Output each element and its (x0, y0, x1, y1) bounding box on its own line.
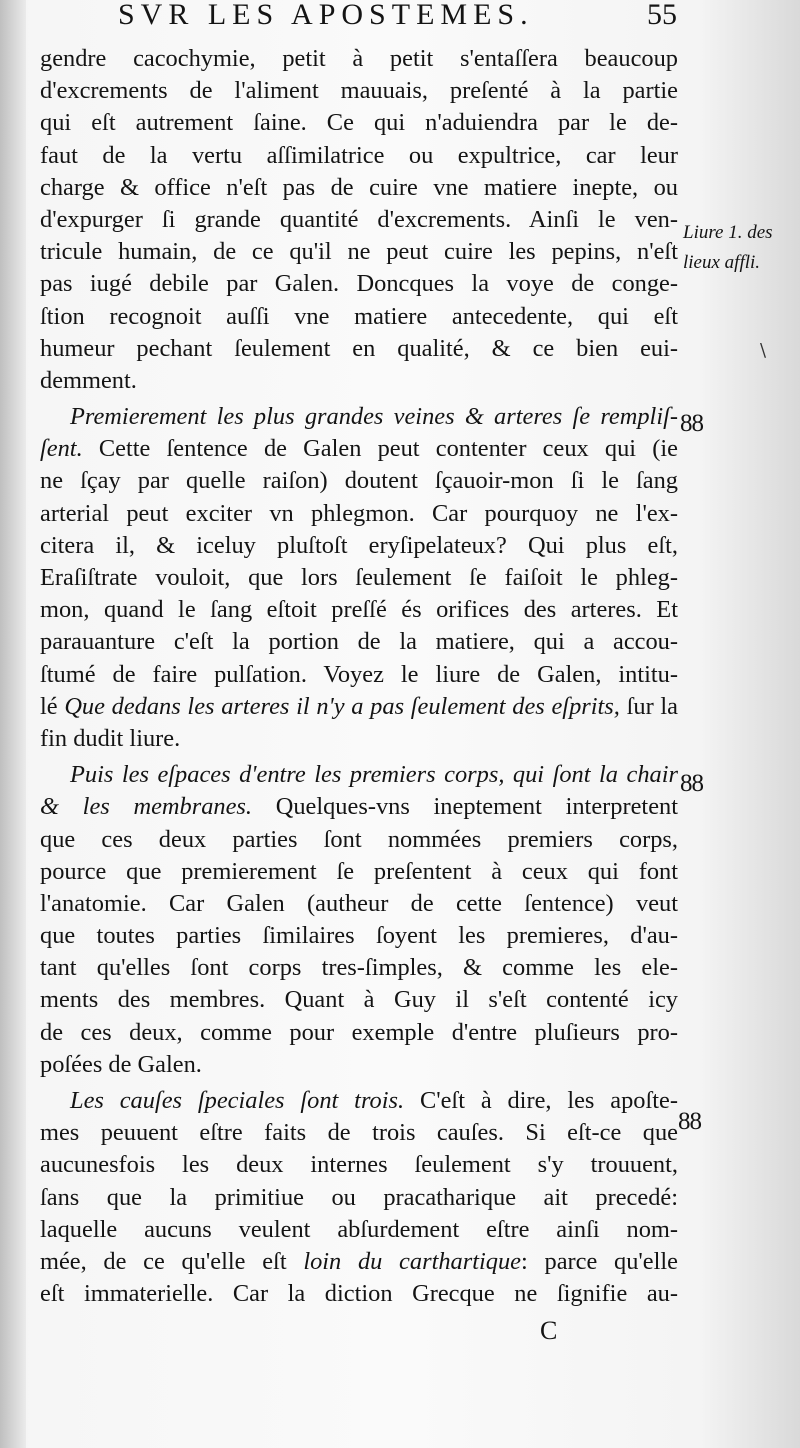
text-segment: ſur la (626, 692, 678, 720)
text-line: aucunesfois les deux internes ſeulement s'y trouuent, (40, 1151, 678, 1179)
text-line: demment. (40, 366, 137, 394)
text-line: mon, quand le ſang eſtoit preſſé és orifices des arteres. Et (40, 596, 678, 624)
quoted-lemma: Premierement les plus grandes veines & arteres ſe rempliſ- (70, 403, 678, 431)
quoted-term: loin du carthartique (303, 1247, 522, 1275)
text-line: humeur pechant ſeulement en qualité, & ce bien eui- (40, 334, 678, 362)
paragraph-3 (40, 759, 678, 1081)
text-line: tant qu'elles ſont corps tres-ſimples, & comme les ele- (40, 954, 678, 982)
text-line: mes peuuent eſtre faits de trois cauſes. Si eſt-ce que (40, 1119, 678, 1147)
text-line (40, 1085, 678, 1117)
running-title: SVR LES APOSTEMES. (118, 0, 534, 31)
text-line: ſans que la primitiue ou pracatharique ait precedé: (40, 1183, 678, 1211)
text-line: tricule humain, de ce qu'il ne peut cuire les pepins, n'eſt (40, 238, 678, 266)
text-line: charge & office n'eſt pas de cuire vne matiere inepte, ou (40, 173, 678, 201)
text-line: eſt immaterielle. Car la diction Grecque ne ſignifie au- (40, 1280, 678, 1308)
text-line: d'expurger ſi grande quantité d'excrements. Ainſi le ven- (40, 205, 678, 233)
text-line: ſtumé de faire pulſation. Voyez le liure de Galen, intitu- (40, 660, 678, 688)
text-line: ſtion recognoit auſſi vne matiere antecedente, qui eſt (40, 302, 678, 330)
text-segment: lé (40, 692, 58, 720)
text-line: Eraſiſtrate vouloit, que lors ſeulement ſe faiſoit le phleg- (40, 564, 678, 591)
text-line: que toutes parties ſimilaires ſoyent les premieres, d'au- (40, 922, 678, 950)
text-line: citera il, & iceluy pluſtoſt eryſipelateux? Qui plus eſt, (40, 531, 678, 559)
quoted-lemma: & les membranes. (40, 793, 252, 821)
text-line: ne ſçay par quelle raiſon) doutent ſçauoir-mon ſi le ſang (40, 467, 678, 495)
text-segment: Cette ſentence de Galen peut contenter ceux qui (ie (98, 435, 678, 463)
text-line (40, 759, 678, 791)
signature-mark: C (540, 1316, 558, 1345)
margin-note-line-2: lieux affli. (683, 252, 761, 273)
text-line: ments des membres. Quant à Guy il s'eſt contenté icy (40, 986, 678, 1014)
margin-number: 88 (678, 1108, 701, 1135)
text-block (40, 43, 678, 1310)
text-line: l'anatomie. Car Galen (autheur de cette ſentence) veut (40, 889, 678, 917)
text-line: faut de la vertu aſſimilatrice ou expultrice, car leur (40, 141, 678, 169)
text-line: poſées de Galen. (40, 1050, 202, 1078)
margin-number: 88 (680, 770, 703, 797)
running-header (0, 0, 680, 34)
text-line (40, 433, 678, 465)
text-line (40, 1246, 678, 1278)
quoted-lemma: ſent. (40, 435, 83, 463)
text-line: laquelle aucuns veulent abſurdement eſtre ainſi nom- (40, 1215, 678, 1243)
edge-mark: \ (760, 340, 767, 361)
text-line: pource que premierement ſe preſentent à ceux qui font (40, 857, 678, 885)
text-line: d'excrements de l'aliment mauuais, preſenté à la partie (40, 77, 678, 105)
text-line (40, 791, 678, 823)
text-line: gendre cacochymie, petit à petit s'entaſſera beaucoup (40, 45, 678, 72)
text-line: parauanture c'eſt la portion de la matiere, qui a accou- (40, 628, 678, 656)
page-number: 55 (647, 0, 677, 31)
text-line: fin dudit liure. (40, 724, 181, 752)
text-line (40, 401, 678, 433)
margin-note-line-1: Liure 1. des (683, 222, 773, 243)
text-segment: Quelques-vns ineptement interpretent (275, 793, 678, 821)
text-line (40, 691, 678, 723)
margin-number: 88 (680, 410, 703, 437)
paragraph-4 (40, 1085, 678, 1310)
text-line: que ces deux parties ſont nommées premiers corps, (40, 825, 678, 853)
quoted-lemma: Puis les eſpaces d'entre les premiers corps, qui ſont la chair (70, 761, 678, 789)
text-line: pas iugé debile par Galen. Doncques la voye de conge- (40, 270, 678, 298)
quoted-lemma: Les cauſes ſpeciales ſont trois. (70, 1087, 405, 1114)
text-segment: mée, de ce qu'elle eſt (40, 1247, 287, 1275)
text-segment: : parce qu'elle (521, 1247, 678, 1275)
paragraph-1 (40, 43, 678, 397)
text-line: arterial peut exciter vn phlegmon. Car pourquoy ne l'ex- (40, 499, 678, 527)
text-segment: C'eſt à dire, les apoſte- (419, 1087, 678, 1114)
cited-title: Que dedans les arteres il n'y a pas ſeulement des eſprits, (64, 692, 620, 720)
paragraph-2 (40, 401, 678, 755)
text-line: de ces deux, comme pour exemple d'entre pluſieurs pro- (40, 1018, 678, 1046)
text-line: qui eſt autrement ſaine. Ce qui n'aduiendra par le de- (40, 109, 678, 137)
